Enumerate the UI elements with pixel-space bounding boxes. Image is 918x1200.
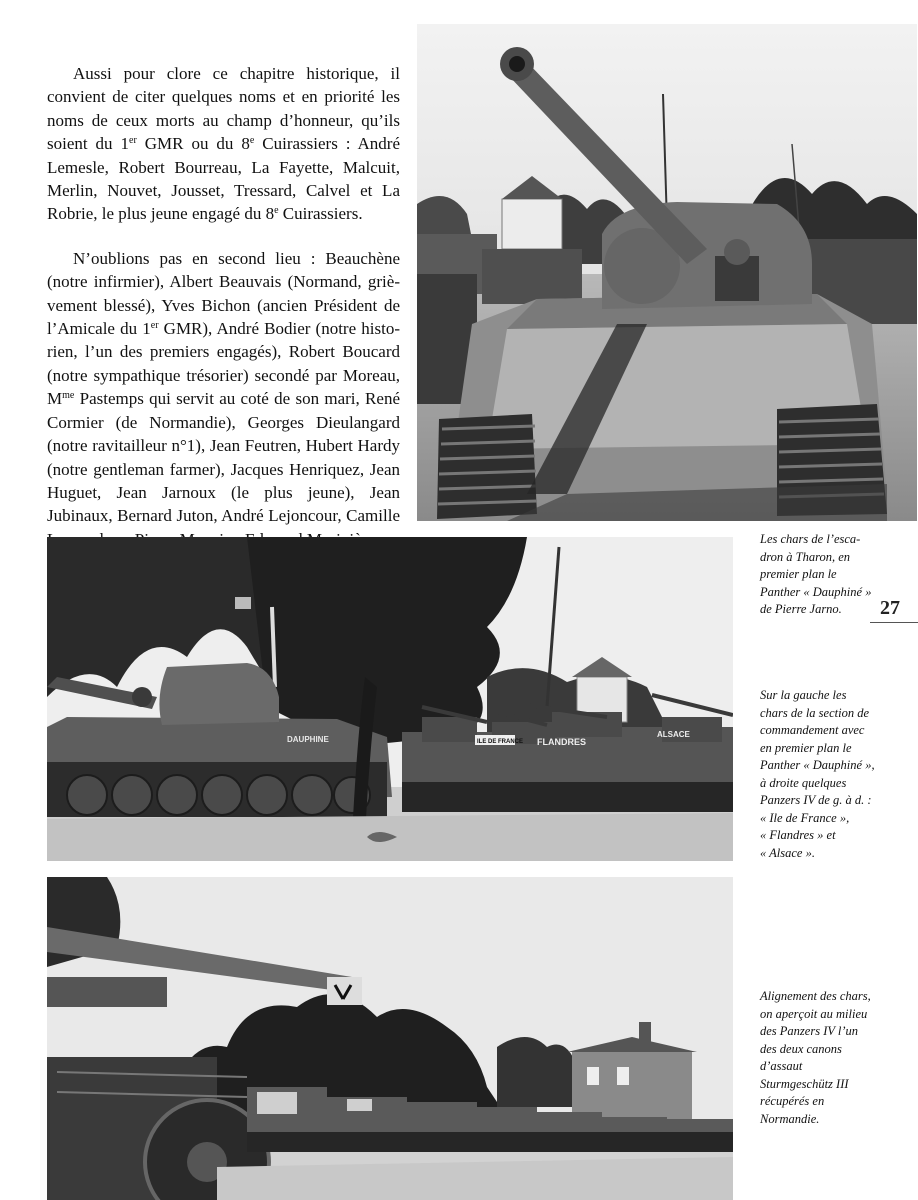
page-number-rule (870, 622, 918, 623)
marking-flandres: FLANDRES (537, 737, 586, 747)
caption-panther-tharon: Les chars de l’esca- dron à Tharon, en premier plan le Panther « Dauphiné » de Pierre Jarno. (760, 532, 872, 616)
caption-command-section: Sur la gauche les chars de la section de commandement avec en premier plan le Panther « Dauphiné », à droite quelques Panzers IV de g. à d. : « Ile de France », « Flandres » et « Alsace ». (760, 688, 875, 860)
page-number: 27 (880, 597, 900, 619)
caption-tank-alignment: Alignement des chars, on aperçoit au milieu des Panzers IV l’un des deux canons d’assaut Sturmgeschütz III récupérés en Normandie. (760, 989, 871, 1126)
photo-tank-line-command-section (47, 537, 733, 861)
marking-ile-de-france: ILE DE FRANCE (477, 739, 524, 745)
marking-alsace: ALSACE (657, 730, 690, 739)
photo-tank-alignment (47, 877, 733, 1200)
paragraph-1: Aussi pour clore ce chapitre historique, il convient de citer quelques noms et en priorité les noms de ceux morts au champ d’honneur, qu’ils soient du 1er GMR ou du 8e Cuirassiers : André Lemesle, Robert Bourreau, La Fayette, Malcuit, Merlin, Nouvet, Jousset, Tressard, Calvel et La Robrie, le plus jeune engagé du 8e Cuirassiers. (47, 64, 401, 224)
photo-panther-front (417, 24, 917, 521)
body-text-column (47, 62, 400, 551)
marking-dauphine: DAUPHINE (287, 735, 329, 744)
paragraph-2: N’oublions pas en second lieu : Beauchène (notre infirmier), Albert Beauvais (Normand, grièvement blessé), Yves Bichon (ancien Président de l’Amicale du 1er GMR), André Bodier (notre historien, l’un des premiers engagés), Robert Boucard (notre sympathique trésorier) secondé par Moreau, $M^{me}$ Pastemps qui servit au coté de son mari, René Cormier (de Normandie), Georges Dieulangard (notre ravitailleur n°1), Jean Feutren, Hubert Hardy (notre gentleman farmer), Jacques Henriquez, Jean Huguet, Jean Jarnoux (le plus jeune), Jean Jubinaux, Bernard Juton, André Lejoncour, Camille (47, 248, 401, 526)
